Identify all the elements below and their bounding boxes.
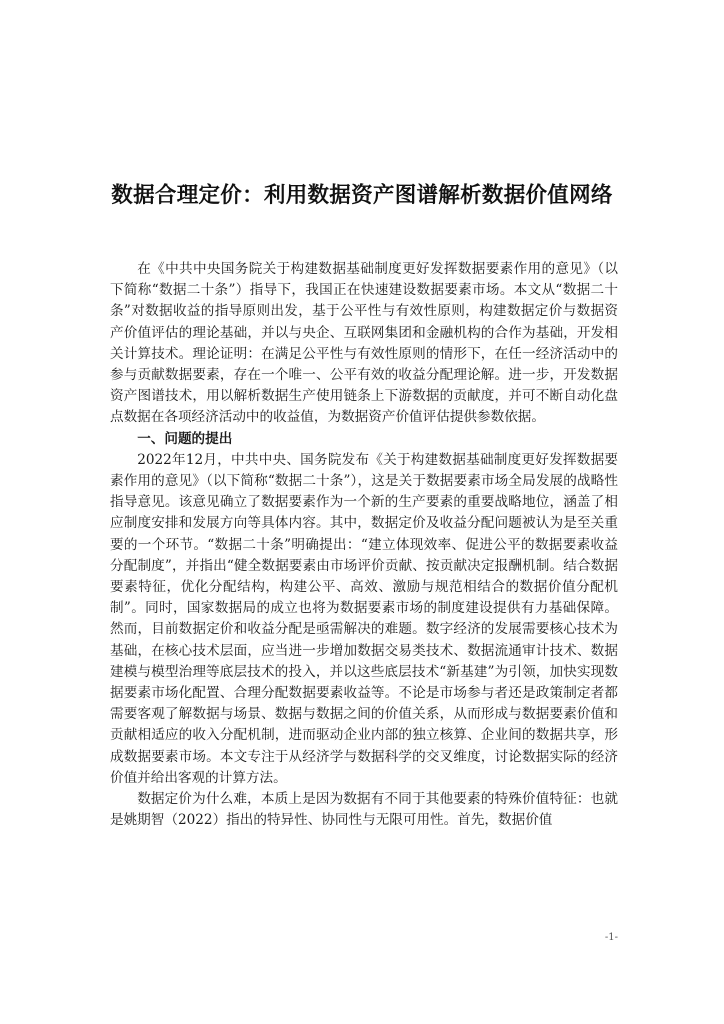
body-paragraph-2: 数据定价为什么难，本质上是因为数据有不同于其他要素的特殊价值特征：也就是姚期智（2022）指出的特异性、协同性与无限可用性。首先，数据价值 — [110, 791, 618, 829]
abstract-paragraph: 在《中共中央国务院关于构建数据基础制度更好发挥数据要素作用的意见》（以下简称“数据二十条”）指导下，我国正在快速建设数据要素市场。本文从“数据二十条”对数据收益的指导原则出发，基于公平性与有效性原则，构建数据定价与数据资产价值评估的理论基础，并以与央企、互联网集团和金融机构的合作为基础，开发相关计算技术。理论证明：在满足公平性与有效性原则的情形下，在任一经济活动中的参与贡献数据要素，存在一个唯一、公平有效的收益分配理论解。进一步，开发数据资产图谱技术，用以解析数据生产使用链条上下游数据的贡献度，并可不断自动化盘点数据在各项经济活动中的收益值，为数据资产价值评估提供参数依据。 — [110, 261, 618, 426]
body-paragraph-1: 2022年12月，中共中央、国务院发布《关于构建数据基础制度更好发挥数据要素作用的意见》（以下简称“数据二十条”），这是关于数据要素市场全局发展的战略性指导意见。该意见确立了数据要素作为一个新的生产要素的重要战略地位，涵盖了相应制度安排和发展方向等具体内容。其中，数据定价及收益分配问题被认为是至关重要的一个环节。“数据二十条”明确提出：“建立体现效率、促进公平的数据要素收益分配制度”，并指出“健全数据要素由市场评价贡献、按贡献决定报酬机制。结合数据要素特征，优化分配结构，构建公平、高效、激励与规范相结合的数据价值分配机制”。同时，国家数据局的成立也将为数据要素市场的制度建设提供有力基础保障。然而，目前数据定价和收益分配是亟需解决的难题。数字经济的发展需要核心技术为基础，在核心技术层面，应当进一步增加数据交易类技术、数据流通审计技术、数据建模与模型治理等底层技术的投入，并以这些底层技术“新基建”为引领，加快实现数据要素市场化配置、合理分配数据要素收益等。不论是市场参与者还是政策制定者都需要客观了解数据与场景、数据与数据之间的价值关系，从而形成与数据要素价值和贡献相适应的收入分配机制，进而驱动企业内部的独立核算、企业间的数据共享，形成数据要素市场。本文专注于从经济学与数据科学的交叉维度，讨论数据实际的经济价值并给出客观的计算方法。 — [110, 451, 618, 786]
page-title: 数据合理定价：利用数据资产图谱解析数据价值网络 — [111, 183, 613, 208]
document-body — [110, 259, 618, 831]
section-heading: 一、问题的提出 — [137, 430, 233, 447]
page-number: -1- — [604, 932, 618, 943]
